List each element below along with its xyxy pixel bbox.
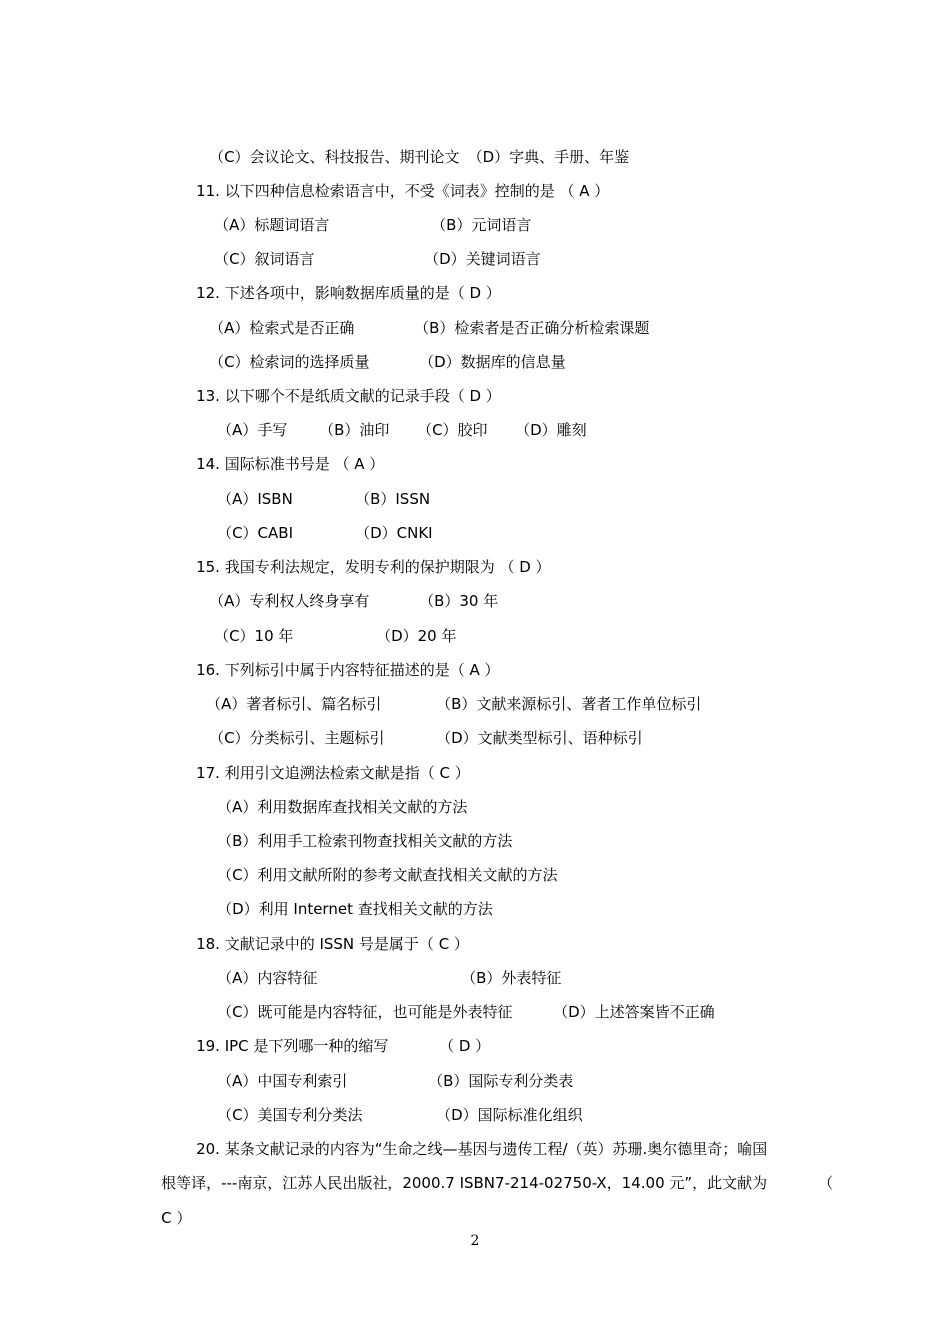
option-a: （A）标题词语言 (214, 216, 330, 234)
text-line-q13-option-d (496, 400, 587, 460)
option-d: （D）国际标准化组织 (436, 1106, 583, 1124)
option-a: （A）检索式是否正确 (209, 319, 355, 337)
question-text: 17. 利用引文追溯法检索文献是指（ C ） (196, 764, 470, 782)
question-20-continued (142, 1153, 767, 1213)
text-line-q13-option-c (398, 400, 488, 460)
question-text: 12. 下述各项中，影响数据库质量的是（ D ） (196, 284, 501, 302)
option-c: （C）检索词的选择质量 (209, 353, 370, 371)
question-text: 11. 以下四种信息检索语言中，不受《词表》控制的是 （ A ） (196, 182, 610, 200)
answer-paren-open: （ (818, 1174, 834, 1192)
option-a: （A）ISBN (217, 490, 293, 508)
text-line-q18-option-d (534, 982, 715, 1042)
option-b: （B）检索者是否正确分析检索课题 (414, 319, 650, 337)
option-a: （A）手写 (217, 421, 288, 439)
option-b: （B）文献来源标引、著者工作单位标引 (436, 695, 702, 713)
option-d: （D）关键词语言 (424, 250, 541, 268)
option-b: （B）国际专利分类表 (428, 1072, 574, 1090)
answer-text: C ） (161, 1209, 192, 1227)
option-c: （C）既可能是内容特征，也可能是外表特征 (217, 1003, 513, 1021)
option-d: （D）上述答案皆不正确 (553, 1003, 715, 1021)
question-text: 16. 下列标引中属于内容特征描述的是（ A ） (196, 661, 500, 679)
option-c: （C）会议论文、科技报告、期刊论文 (209, 148, 460, 166)
question-text-continued: 根等译，---南京，江苏人民出版社，2000.7 ISBN7-214-02750-X，14.00 元”，此文献为 (161, 1174, 768, 1192)
option-a: （A）利用数据库查找相关文献的方法 (217, 798, 468, 816)
option-b: （B）元词语言 (431, 216, 532, 234)
option-b: （B）油印 (319, 421, 390, 439)
question-text: 20. 某条文献记录的内容为“生命之线—基因与遗传工程/（英）苏珊.奥尔德里奇；喻国 (196, 1140, 768, 1158)
question-text: 19. IPC 是下列哪一种的缩写 (196, 1037, 389, 1055)
option-b: （B）30 年 (419, 592, 499, 610)
question-text: 14. 国际标准书号是 （ A ） (196, 455, 385, 473)
option-a: （A）内容特征 (217, 969, 318, 987)
option-b: （B）外表特征 (461, 969, 562, 987)
option-d: （D）CNKI (355, 524, 433, 542)
option-d: （D）利用 Internet 查找相关文献的方法 (217, 900, 493, 918)
option-c: （C）叙词语言 (214, 250, 315, 268)
option-d: （D）数据库的信息量 (419, 353, 566, 371)
option-c: （C）10 年 (214, 627, 294, 645)
option-d: （D）文献类型标引、语种标引 (436, 729, 643, 747)
question-20-paren (799, 1153, 833, 1213)
question-text: 13. 以下哪个不是纸质文献的记录手段（ D ） (196, 387, 501, 405)
option-d: （D）字典、手册、年鉴 (467, 148, 630, 166)
option-c: （C）胶印 (417, 421, 488, 439)
option-d: （D）雕刻 (515, 421, 587, 439)
question-text: 18. 文献记录中的 ISSN 号是属于（ C ） (196, 935, 469, 953)
answer-paren: （ D ） (439, 1037, 491, 1055)
option-b: （B）ISSN (355, 490, 431, 508)
option-b: （B）利用手工检索刊物查找相关文献的方法 (217, 832, 513, 850)
option-a: （A）中国专利索引 (217, 1072, 348, 1090)
option-c: （C）分类标引、主题标引 (209, 729, 385, 747)
option-c: （C）利用文献所附的参考文献查找相关文献的方法 (217, 866, 558, 884)
question-text: 15. 我国专利法规定，发明专利的保护期限为 （ D ） (196, 558, 551, 576)
option-c: （C）CABI (217, 524, 294, 542)
option-d: （D）20 年 (376, 627, 457, 645)
option-a: （A）专利权人终身享有 (209, 592, 370, 610)
option-a: （A）著者标引、篇名标引 (206, 695, 382, 713)
page-number: 2 (470, 1233, 480, 1249)
option-c: （C）美国专利分类法 (217, 1106, 363, 1124)
